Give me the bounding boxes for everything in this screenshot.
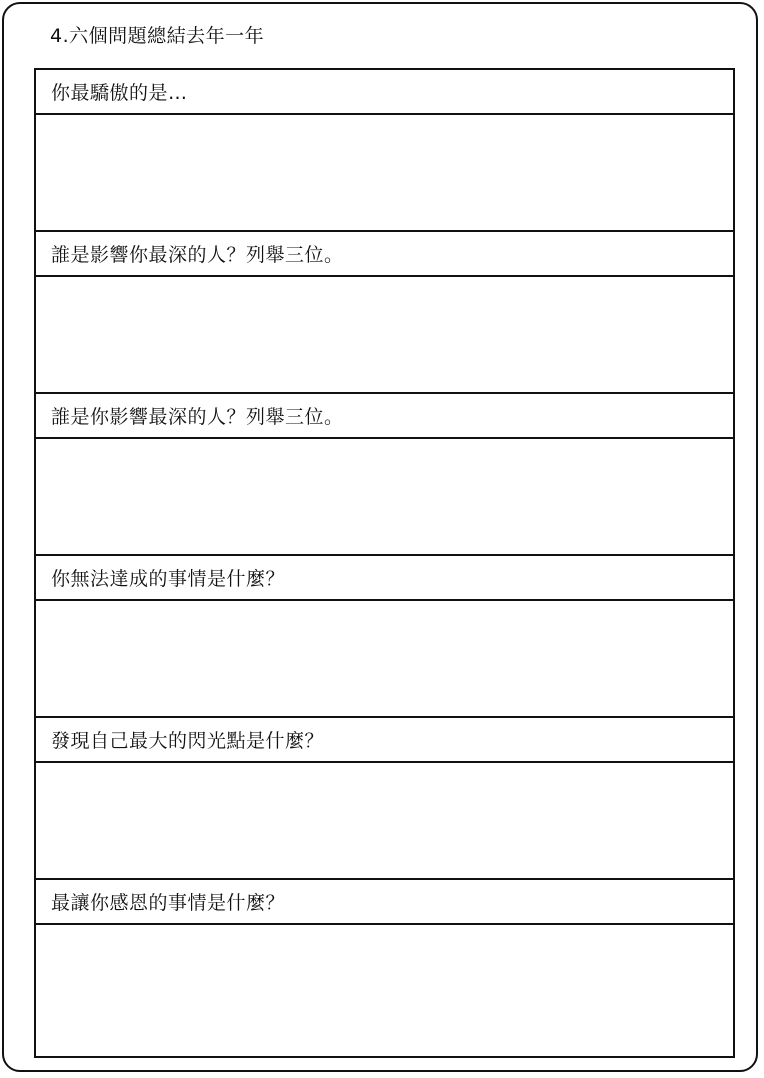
question-6-answer-box[interactable] bbox=[36, 925, 733, 1056]
question-4-answer-box[interactable] bbox=[36, 601, 733, 718]
question-6-label: 最讓你感恩的事情是什麼？ bbox=[36, 880, 733, 925]
question-5-answer-box[interactable] bbox=[36, 763, 733, 880]
question-1-answer-box[interactable] bbox=[36, 115, 733, 232]
question-2-answer-box[interactable] bbox=[36, 277, 733, 394]
question-3-answer-box[interactable] bbox=[36, 439, 733, 556]
question-1-label: 你最驕傲的是… bbox=[36, 70, 733, 115]
question-2-label: 誰是影響你最深的人？列舉三位。 bbox=[36, 232, 733, 277]
question-table bbox=[34, 68, 735, 1058]
worksheet-card bbox=[2, 2, 758, 1072]
worksheet-title: 4.六個問題總結去年一年 bbox=[50, 25, 265, 47]
question-5-label: 發現自己最大的閃光點是什麼？ bbox=[36, 718, 733, 763]
question-4-label: 你無法達成的事情是什麼？ bbox=[36, 556, 733, 601]
question-3-label: 誰是你影響最深的人？列舉三位。 bbox=[36, 394, 733, 439]
